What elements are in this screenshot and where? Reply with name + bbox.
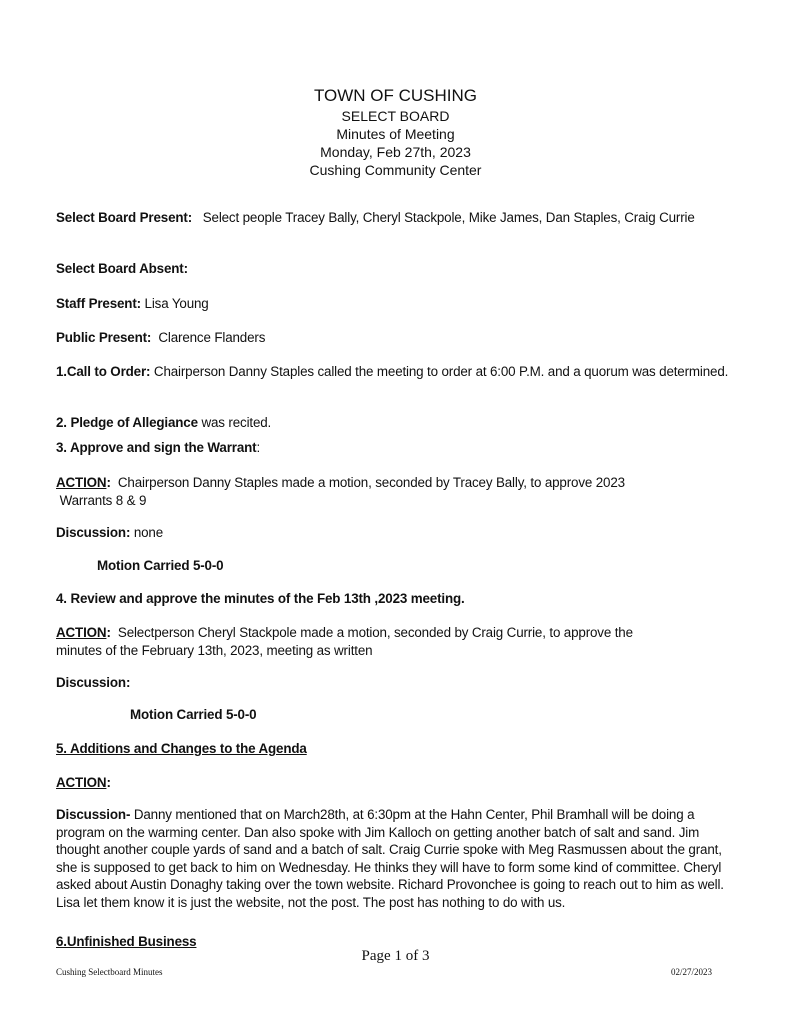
warrant-action [56,474,746,509]
agenda-action [56,774,746,792]
board-present-label: Select Board Present: [56,210,193,225]
public-present [56,329,746,347]
warrant-action-text2: Warrants 8 & 9 [59,492,147,508]
warrant-heading [56,439,746,457]
agenda-action-colon: : [106,775,111,790]
unfinished-business-heading: 6.Unfinished Business [56,934,197,949]
minutes-action-text: Selectperson Cheryl Stackpole made a motion, seconded by Craig Currie, to approve the [117,625,633,640]
minutes-action-label: ACTION [56,625,107,640]
pledge-text: was recited. [201,415,272,430]
call-to-order [56,363,746,381]
document-type: Minutes of Meeting [336,126,455,142]
page-number: Page 1 of 3 [361,948,430,964]
agenda-action-label: ACTION [56,775,107,790]
minutes-action [56,624,746,659]
public-present-label: Public Present: [56,330,152,345]
board-name: SELECT BOARD [341,108,450,124]
board-present-value: Select people Tracey Bally, Cheryl Stackpole, Mike James, Dan Staples, Craig Currie [202,210,695,225]
pledge [56,414,746,432]
warrant-motion-result: Motion Carried 5-0-0 [97,558,224,573]
warrant-discussion-label: Discussion: [56,525,131,540]
town-title: TOWN OF CUSHING [313,86,478,105]
warrant-discussion-text: none [133,525,164,540]
board-absent [56,260,746,278]
pledge-label: 2. Pledge of Allegiance [56,415,198,430]
agenda-discussion-text: Danny mentioned that on March28th, at 6:30pm at the Hahn Center, Phil Bramhall will be doing a program on the warming center. Dan also spoke with Jim Kalloch on getting another batch of salt and sand. Jim thought another couple yards of sand and a batch of salt. Craig Currie spoke with Meg Rasmussen about the grant, she is supposed to get back to him on Wednesday. He thinks they will have to form some kind of committee. Cheryl asked about Austin Donaghy taking over the town website. Richard Provonchee is going to reach out to him as well. Lisa let them know it is just the website, not the post. The post has nothing to do with us. [56,807,724,910]
agenda-heading: 5. Additions and Changes to the Agenda [56,741,307,756]
warrant-action-text: Chairperson Danny Staples made a motion, seconded by Tracey Bally, to approve 2023 [117,475,625,490]
warrant-action-label: ACTION [56,475,107,490]
agenda-discussion [56,806,736,911]
minutes-action-colon: : [106,625,111,640]
staff-present-label: Staff Present: [56,296,141,311]
call-to-order-label: 1.Call to Order: [56,364,151,379]
footer-document-name: Cushing Selectboard Minutes [56,967,163,977]
warrant-discussion [56,524,746,542]
minutes-heading: 4. Review and approve the minutes of the Feb 13th ,2023 meeting. [56,591,465,606]
minutes-discussion-label: Discussion: [56,675,131,690]
agenda-discussion-label: Discussion- [56,807,131,822]
minutes-motion-result: Motion Carried 5-0-0 [130,707,257,722]
staff-present-value: Lisa Young [144,296,209,311]
warrant-heading-colon: : [256,440,261,455]
call-to-order-text: Chairperson Danny Staples called the meeting to order at 6:00 P.M. and a quorum was determined. [153,364,729,379]
meeting-location: Cushing Community Center [309,162,482,178]
board-absent-label: Select Board Absent: [56,261,188,276]
warrant-action-colon: : [106,475,111,490]
board-present [56,209,746,227]
footer-date: 02/27/2023 [671,967,713,977]
staff-present [56,295,746,313]
meeting-date: Monday, Feb 27th, 2023 [320,144,471,160]
minutes-discussion [56,674,746,692]
public-present-value: Clarence Flanders [158,330,266,345]
minutes-action-text2: minutes of the February 13th, 2023, meeting as written [56,642,373,658]
warrant-heading-text: 3. Approve and sign the Warrant [56,440,257,455]
